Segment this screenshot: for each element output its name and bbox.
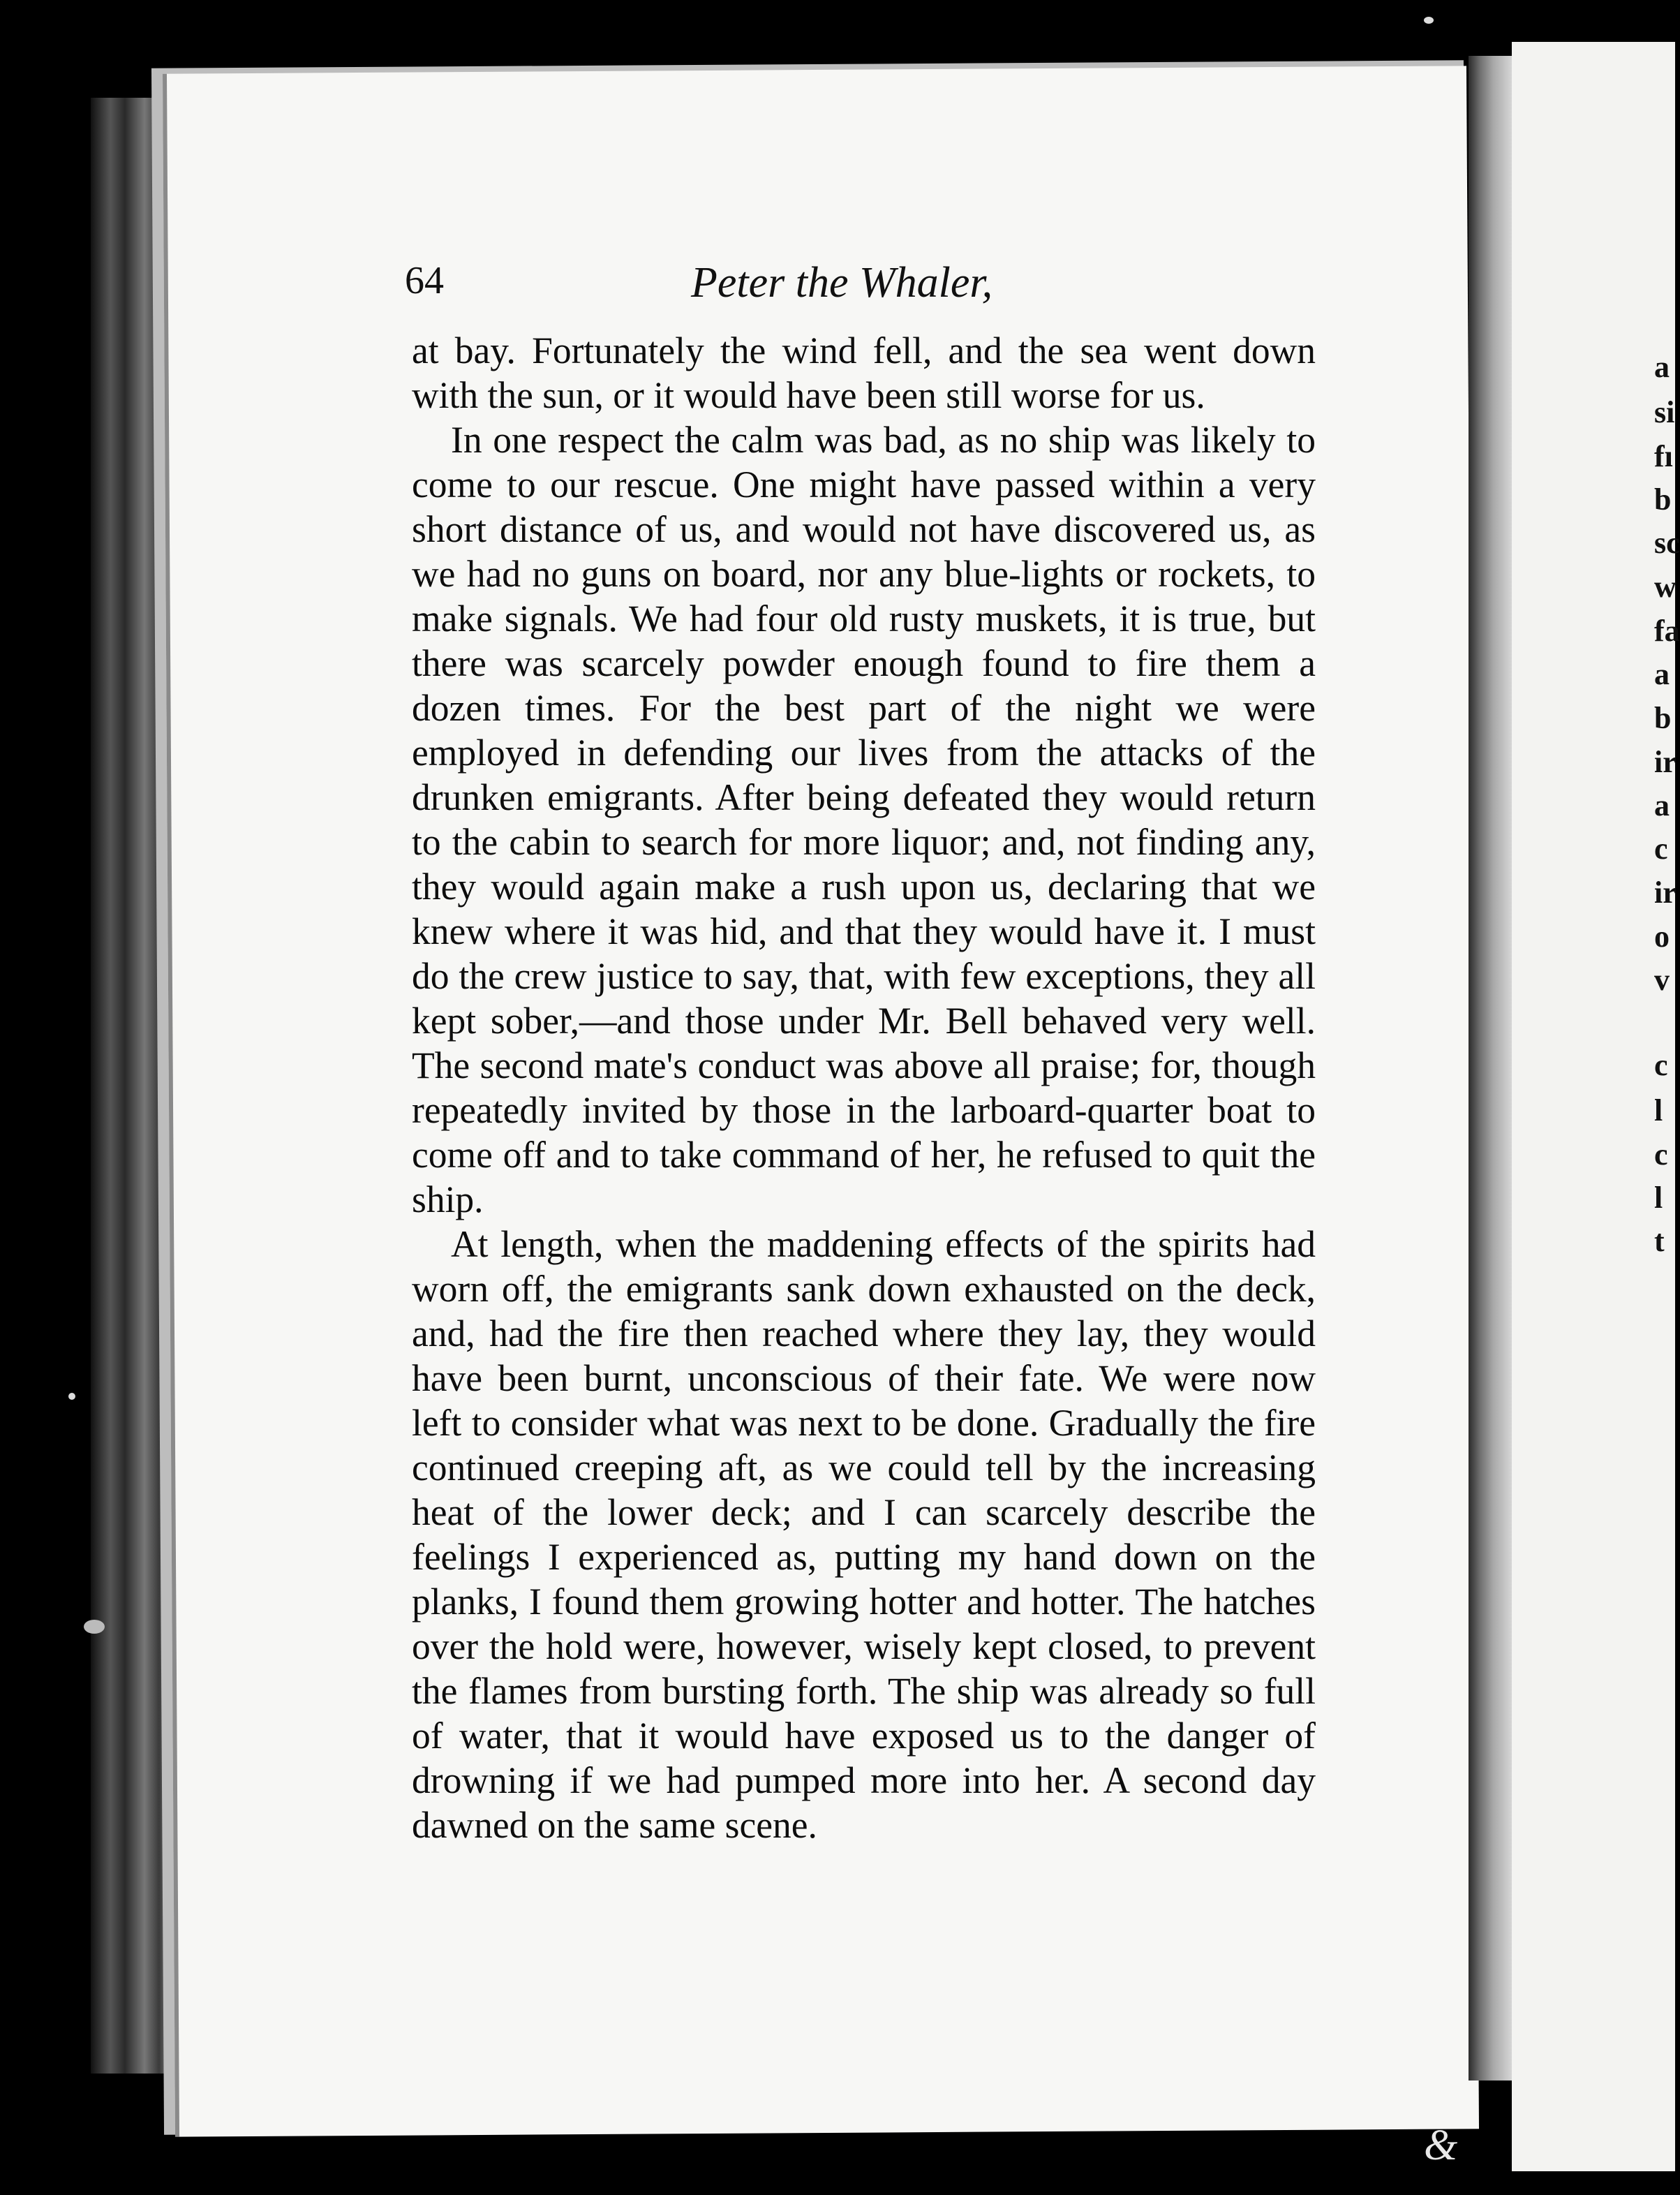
- facing-page-letter: fı: [1654, 439, 1673, 473]
- facing-page-letter: b: [1654, 701, 1672, 735]
- page-header: [405, 258, 1410, 307]
- facing-page-letter: b: [1654, 482, 1672, 517]
- footer-mark: &: [1424, 2122, 1458, 2169]
- facing-page-letter: c: [1654, 1048, 1668, 1082]
- running-title: Peter the Whaler,: [691, 259, 993, 306]
- paragraph: In one respect the calm was bad, as no ship was likely to come to our rescue. One might have passed within a very short distance of us, and would not have discovered us, as we had no guns on board, nor any blue-lights or rockets, to make signals. We had four old rusty muskets, it is true, but there was scarcely powder enough found to fire them a dozen times. For the best part of the night we were employed in defending our lives from the attacks of the drunken emigrants. After being defeated they would return to the cabin to search for more liquor; and, not finding any, they would again make a rush upon us, declaring that we knew where it was hid, and that they would have it. I must do the crew justice to say, that, with few exceptions, they all kept sober,—and those under Mr. Bell behaved very well. The second mate's conduct was above all praise; for, though repeatedly invited by those in the larboard-quarter boat to come off and to take command of her, he refused to quit the ship.: [412, 419, 1316, 1220]
- facing-page-letter: v: [1654, 963, 1670, 997]
- facing-page-letter: w: [1654, 570, 1677, 604]
- facing-page-letter: l: [1654, 1093, 1663, 1128]
- facing-page-letter: l: [1654, 1181, 1663, 1215]
- book-gutter: [1469, 56, 1513, 2081]
- facing-page-letter: ir: [1654, 745, 1677, 779]
- facing-page: [1512, 42, 1675, 2171]
- facing-page-letter: c: [1654, 832, 1668, 866]
- facing-page-letter: si: [1654, 395, 1675, 429]
- scan-dust: [68, 1393, 75, 1400]
- scan-dust: [1424, 17, 1434, 24]
- facing-page-letter: a: [1654, 350, 1670, 384]
- scan-dust: [84, 1620, 105, 1634]
- facing-page-letter: sc: [1654, 526, 1680, 560]
- facing-page-letter: o: [1654, 919, 1670, 954]
- facing-page-letter: fa: [1654, 614, 1680, 648]
- facing-page-letter: ir: [1654, 875, 1677, 910]
- facing-page-letter: a: [1654, 788, 1670, 822]
- facing-page-letter: t: [1654, 1224, 1665, 1258]
- paragraph: At length, when the maddening effects of the spirits had worn off, the emigrants sank down exhausted on the deck, and, had the fire then reached where they lay, they would have been burnt, unconscious of their fate. We were now left to consider what was next to be done. Gradually the fire continued creeping aft, as we could tell by the increasing heat of the lower deck; and I can scarcely describe the feelings I experienced as, putting my hand down on the planks, I found them growing hotter and hotter. The hatches over the hold were, however, wisely kept closed, to prevent the flames from bursting forth. The ship was already so full of water, that it would have exposed us to the danger of drowning if we had pumped more into her. A second day dawned on the same scene.: [412, 1223, 1316, 1846]
- body-text: [412, 328, 1316, 1847]
- facing-page-letter: a: [1654, 657, 1670, 691]
- facing-page-letter: c: [1654, 1137, 1668, 1172]
- paragraph: at bay. Fortunately the wind fell, and the sea went down with the sun, or it would have been still worse for us.: [412, 330, 1316, 416]
- page-number: 64: [405, 259, 444, 302]
